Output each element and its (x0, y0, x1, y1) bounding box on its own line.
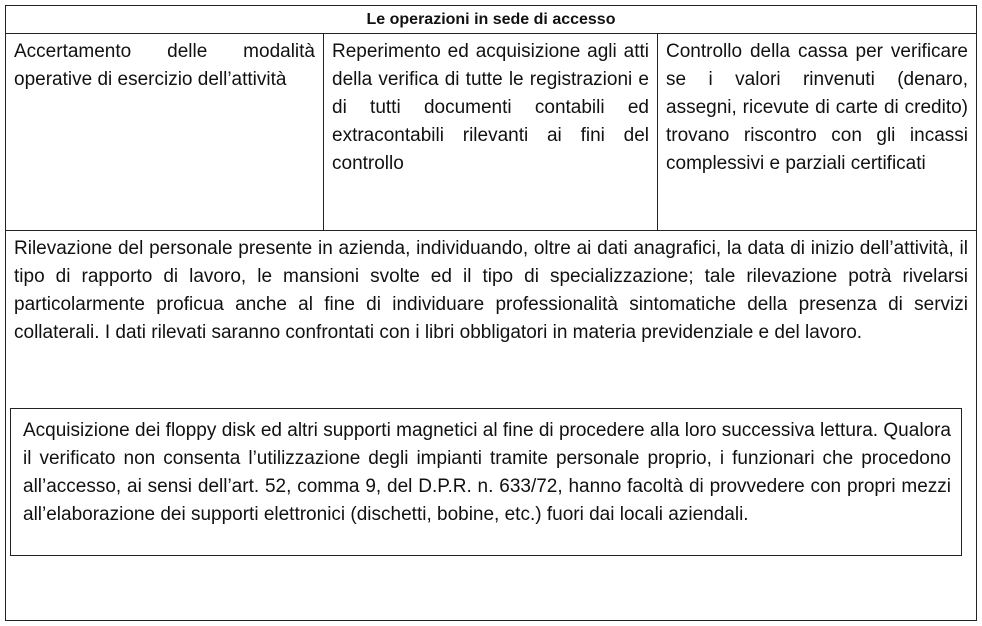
operation-cell-cash-check: Controllo della cassa per verificare se i valori rinvenuti (denaro, assegni, ricevute di carte di credito) trovano riscontro con gli incassi complessivi e parziali certificati (666, 41, 968, 174)
personnel-paragraph: Rilevazione del personale presente in azienda, individuando, oltre ai dati anagrafici, la data di inizio dell’attività, il tipo di rapporto di lavoro, le mansioni svolte ed il tipo di specializzazione; tale rilevazione potrà rivelarsi particolarmente proficua anche al fine di individuare professionalità sintomatiche della presenza di servizi collaterali. I dati rilevati saranno confrontati con i libri obbligatori in materia previdenziale e del lavoro. (14, 238, 968, 343)
operation-cell-document-acquisition: Reperimento ed acquisizione agli atti della verifica di tutte le registrazioni e di tutti documenti contabili ed extracontabili rilevanti ai fini del controllo (324, 34, 658, 230)
floppy-disk-paragraph-box: Acquisizione dei floppy disk ed altri supporti magnetici al fine di procedere alla loro successiva lettura. Qualora il verificato non consenta l’utilizzazione degli impianti tramite personale proprio, i funzionari che procedono all’accesso, ai sensi dell’art. 52, comma 9, del D.P.R. n. 633/72, hanno facoltà di provvedere con propri mezzi all’elaborazione dei supporti elettronici (dischetti, bobine, etc.) fuori dai locali aziendali. (10, 408, 962, 556)
operations-row (6, 34, 976, 231)
table-title: Le operazioni in sede di accesso (6, 6, 976, 34)
operation-cell-activity-assessment: Accertamento delle modalità operative di esercizio dell’attività (6, 34, 324, 230)
